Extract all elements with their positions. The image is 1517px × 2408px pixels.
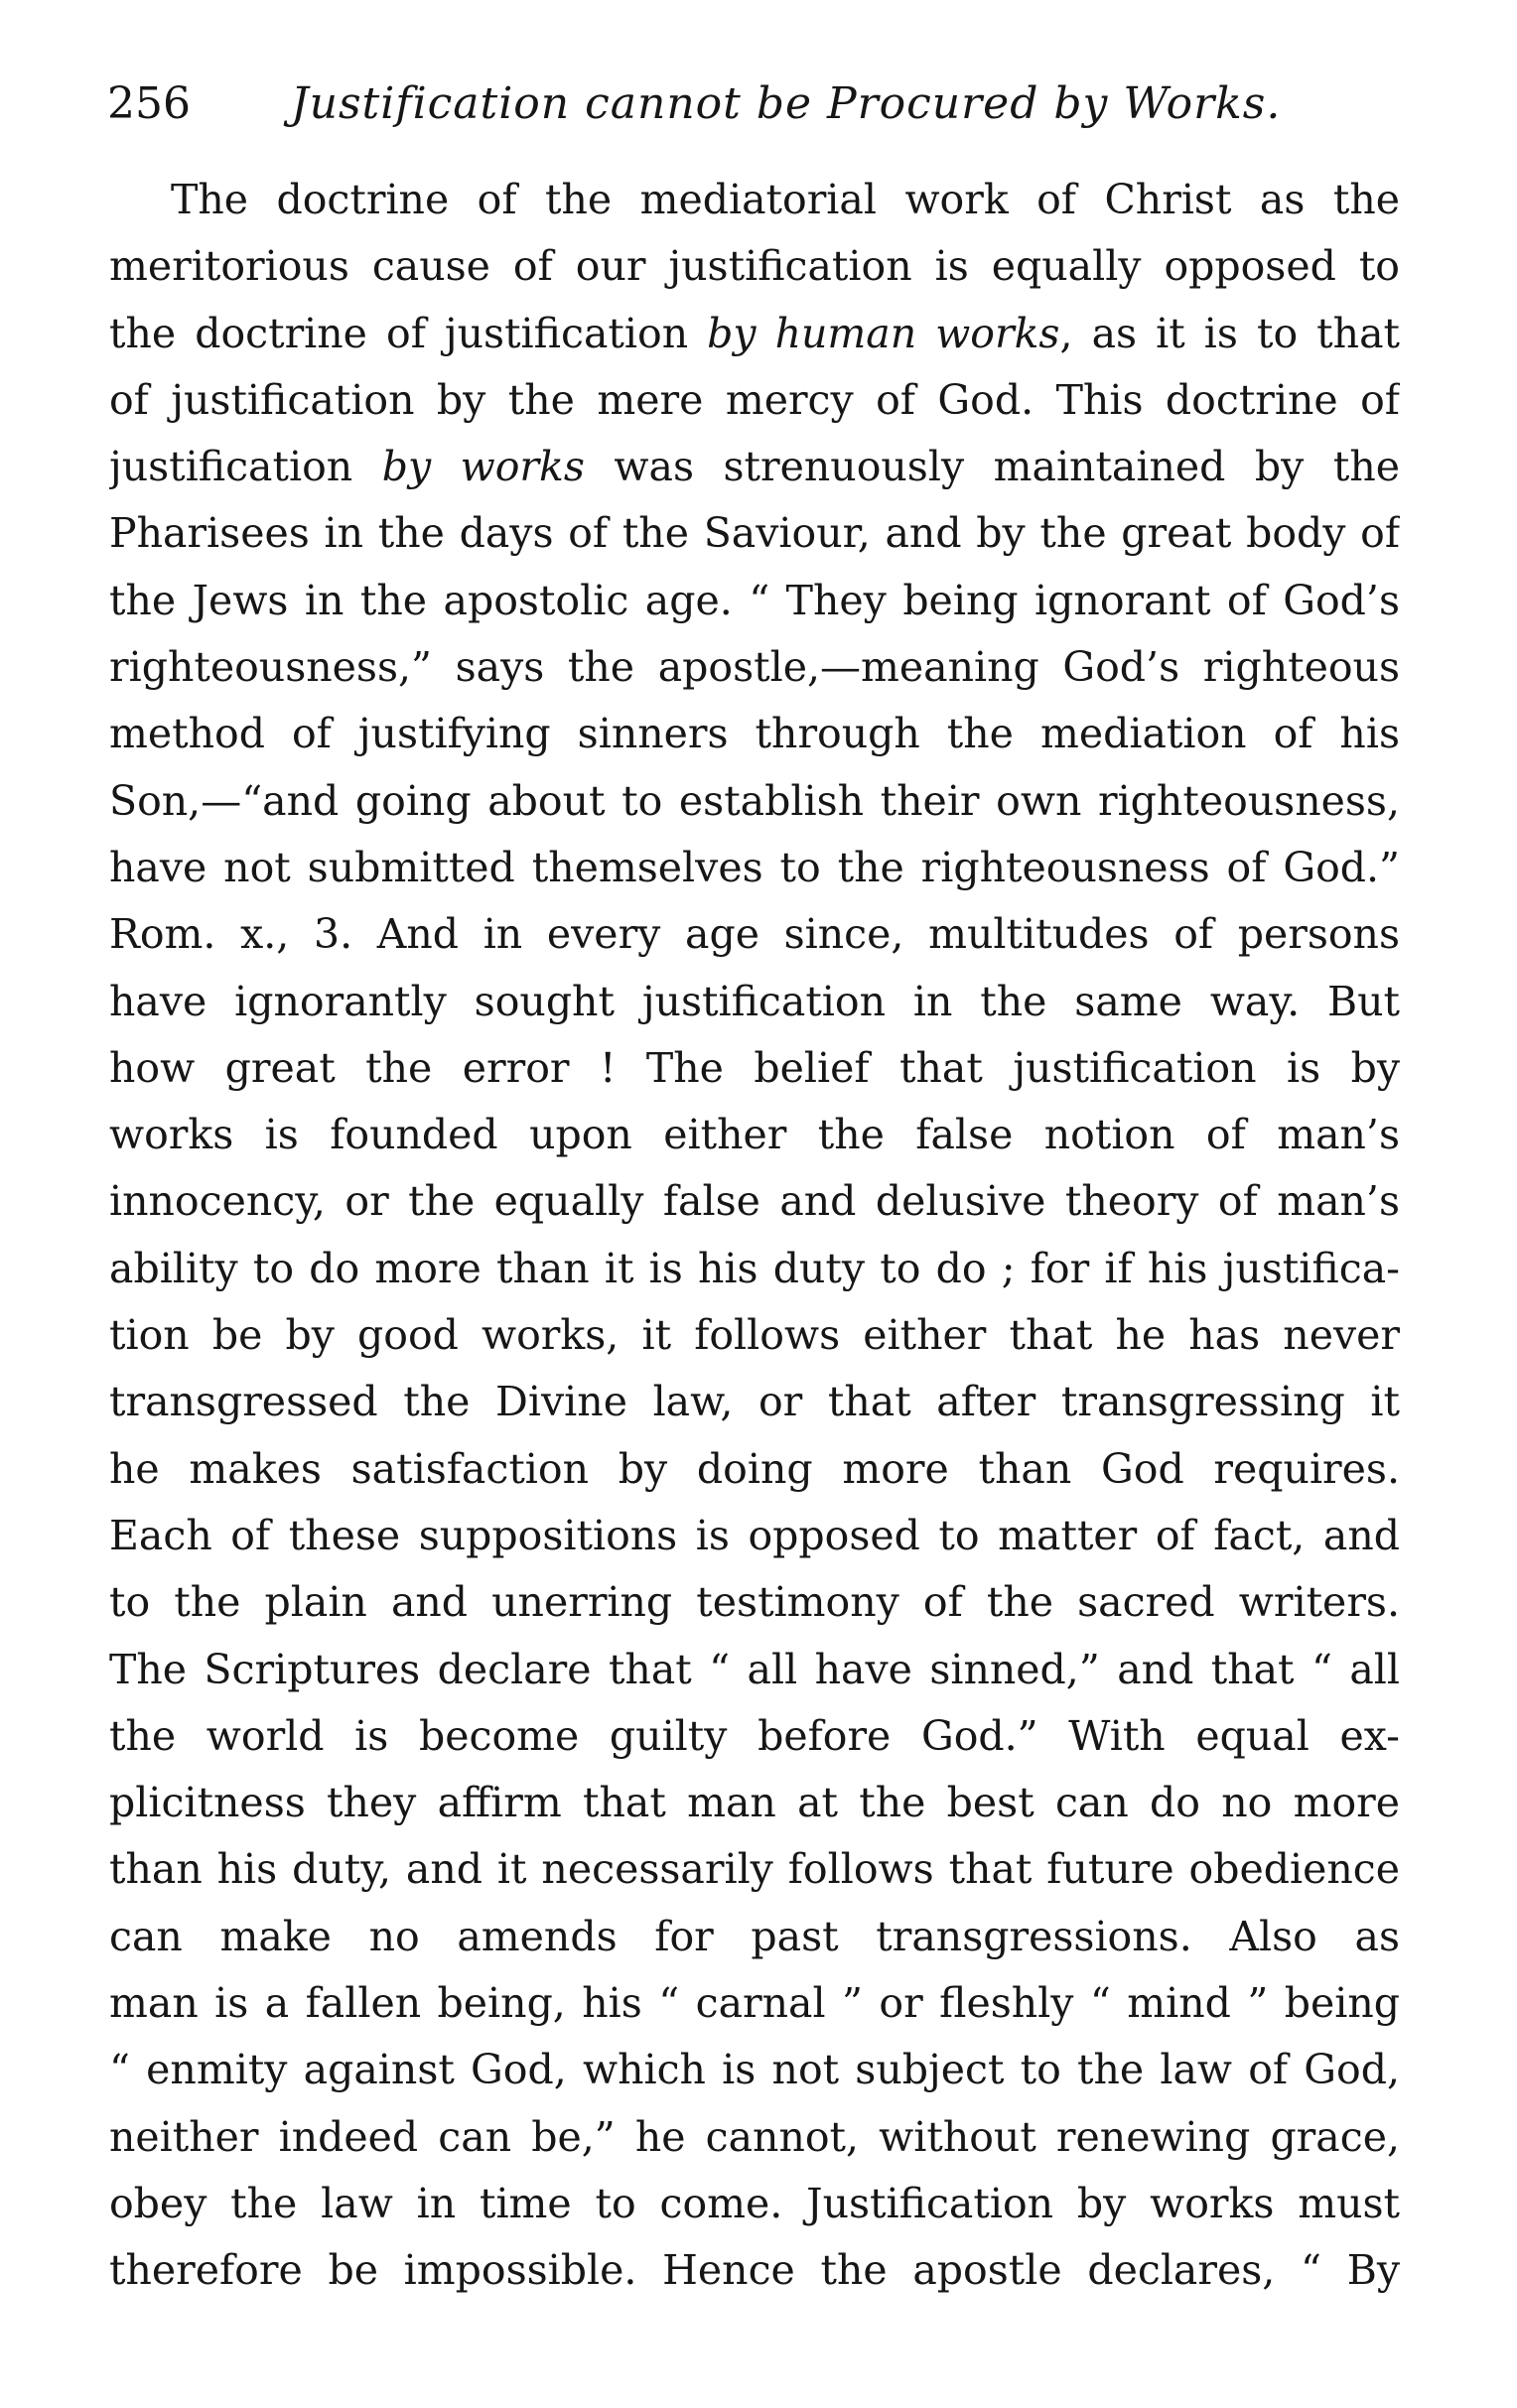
page-number: 256 <box>107 78 191 129</box>
text-line: Son,—“and going about to establish their own righteousness, <box>109 776 1400 825</box>
text-line: to the plain and unerring testimony of the sacred writers. <box>109 1578 1400 1627</box>
text-line: method of justifying sinners through the mediation of his <box>109 710 1400 758</box>
text-line: have ignorantly sought justification in the same way. But <box>109 977 1400 1025</box>
text-line: how great the error ! The belief that justification is by <box>109 1043 1400 1092</box>
text-line: man is a fallen being, his “ carnal ” or fleshly “ mind ” being <box>109 1979 1400 2028</box>
text-line: ability to do more than it is his duty to do ; for if his justifica- <box>109 1244 1400 1292</box>
text-line: the doctrine of justification by human works, as it is to that <box>109 309 1400 357</box>
text-line: works is founded upon either the false notion of man’s <box>109 1111 1400 1159</box>
body-text <box>109 167 1400 2305</box>
text-line: of justification by the mere mercy of God. This doctrine of <box>109 375 1400 424</box>
text-line: the Jews in the apostolic age. “ They being ignorant of God’s <box>109 576 1400 624</box>
text-line: have not submitted themselves to the righteousness of God.” <box>109 843 1400 891</box>
text-line: justification by works was strenuously maintained by the <box>109 443 1400 491</box>
text-line: obey the law in time to come. Justification by works must <box>109 2179 1400 2227</box>
text-line: tion be by good works, it follows either that he has never <box>109 1311 1400 1360</box>
text-line: The doctrine of the mediatorial work of Christ as the <box>171 176 1400 223</box>
text-line: meritorious cause of our justification is equally opposed to <box>109 242 1400 291</box>
text-line: righteousness,” says the apostle,—meaning God’s righteous <box>109 643 1400 692</box>
page-header <box>107 69 1408 139</box>
text-line: can make no amends for past transgressions. Also as <box>109 1912 1400 1960</box>
text-line: therefore be impossible. Hence the apostle declares, “ By <box>109 2246 1400 2295</box>
text-line: Each of these suppositions is opposed to matter of fact, and <box>109 1511 1400 1559</box>
text-line: plicitness they affirm that man at the best can do no more <box>109 1779 1400 1827</box>
text-line: the world is become guilty before God.” With equal ex- <box>109 1711 1400 1760</box>
running-title: Justification cannot be Procured by Works. <box>291 78 1282 129</box>
text-line: he makes satisfaction by doing more than God requires. <box>109 1444 1400 1493</box>
text-line: neither indeed can be,” he cannot, without renewing grace, <box>109 2112 1400 2161</box>
text-line: innocency, or the equally false and delusive theory of man’s <box>109 1177 1400 1226</box>
text-line: transgressed the Divine law, or that after transgressing it <box>109 1378 1400 1426</box>
text-line: Rom. x., 3. And in every age since, multitudes of persons <box>109 910 1400 959</box>
text-line: Pharisees in the days of the Saviour, and by the great body of <box>109 509 1400 558</box>
text-line: than his duty, and it necessarily follows that future obedience <box>109 1845 1400 1894</box>
text-line: The Scriptures declare that “ all have sinned,” and that “ all <box>109 1645 1400 1693</box>
text-line: “ enmity against God, which is not subject to the law of God, <box>109 2046 1400 2094</box>
